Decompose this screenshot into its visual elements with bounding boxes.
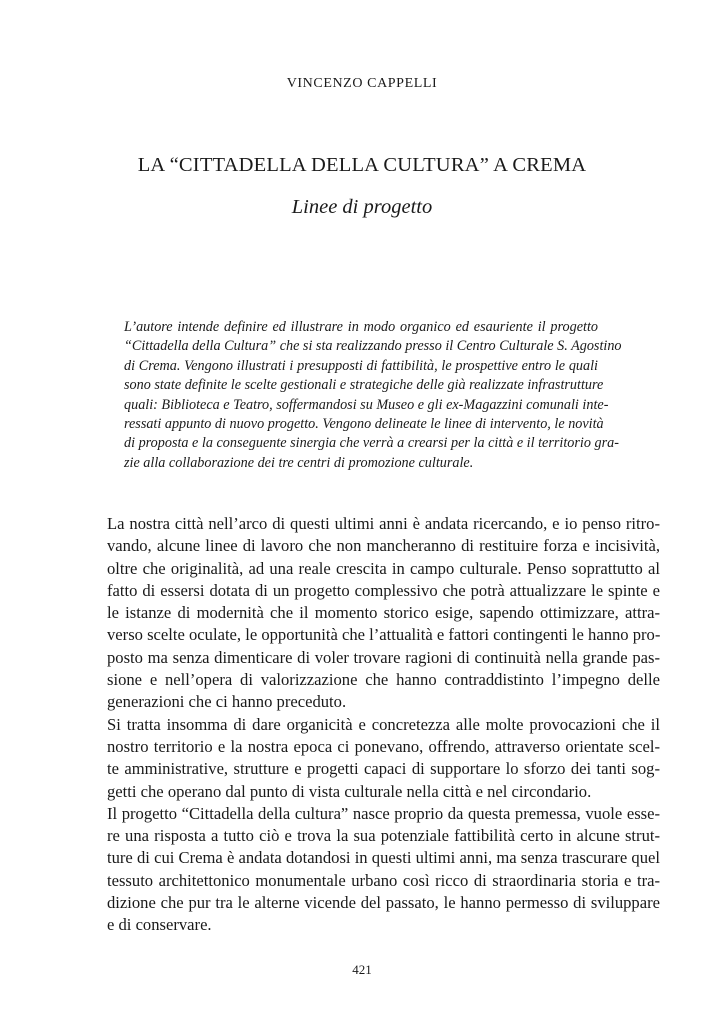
- body-line: dizione che pur tra le alterne vicende del passato, le hanno permesso di sviluppare: [107, 893, 660, 913]
- article-title: LA “CITTADELLA DELLA CULTURA” A CREMA: [137, 154, 587, 176]
- body-line: generazioni che ci hanno preceduto.: [107, 692, 347, 712]
- abstract: [124, 318, 622, 473]
- paragraph-3: [107, 803, 660, 937]
- body-line: re una risposta a tutto ciò e trova la sua potenziale fattibilità certo in alcune strut-: [107, 826, 660, 846]
- paragraph-2: [107, 714, 660, 803]
- abstract-line: “Cittadella della Cultura” che si sta realizzando presso il Centro Culturale S. Agostino: [124, 338, 622, 355]
- abstract-line: sono state definite le scelte gestionali e strategiche delle già realizzate infrastrutture: [124, 377, 604, 394]
- abstract-line: di Crema. Vengono illustrati i presupposti di fattibilità, le prospettive entro le quali: [124, 357, 598, 374]
- paragraph-1: [107, 513, 660, 714]
- body-line: posto ma senza dimenticare di voler trovare ragioni di continuità nella grande pas-: [107, 647, 660, 667]
- body-text: [107, 513, 660, 937]
- body-line: le istanze di modernità che il momento storico esige, sapendo ottimizzare, attra-: [107, 603, 660, 623]
- body-line: e di conservare.: [107, 915, 212, 935]
- abstract-line: ressati appunto di nuovo progetto. Vengono delineate le linee di intervento, le novità: [124, 416, 604, 433]
- body-line: te amministrative, strutture e progetti capaci di supportare lo sforzo dei tanti sog-: [107, 759, 660, 779]
- body-line: tessuto architettonico monumentale urbano così ricco di straordinaria storia e tra-: [107, 870, 660, 890]
- abstract-line: di proposta e la conseguente sinergia che verrà a crearsi per la città e il territorio gra-: [124, 435, 619, 452]
- abstract-line: quali: Biblioteca e Teatro, soffermandosi su Museo e gli ex-Magazzini comunali inte-: [124, 396, 609, 413]
- article-subtitle: Linee di progetto: [291, 196, 433, 218]
- body-line: Il progetto “Cittadella della cultura” nasce proprio da questa premessa, vuole esse-: [107, 803, 660, 823]
- body-line: verso scelte oculate, le opportunità che l’attualità e fattori contingenti le hanno pro-: [107, 625, 661, 645]
- body-line: Si tratta insomma di dare organicità e concretezza alle molte provocazioni che il: [107, 714, 660, 734]
- page-number: 421: [352, 962, 372, 977]
- body-line: vando, alcune linee di lavoro che non mancheranno di restituire forza e incisività,: [107, 536, 660, 556]
- abstract-line: L’autore intende definire ed illustrare in modo organico ed esauriente il progetto: [124, 319, 598, 335]
- article-author: VINCENZO CAPPELLI: [286, 76, 438, 91]
- body-line: ture di cui Crema è andata dotandosi in questi ultimi anni, ma senza trascurare quel: [107, 848, 660, 868]
- body-line: oltre che originalità, ad una reale crescita in campo culturale. Penso soprattutto al: [107, 558, 660, 578]
- body-line: sione e nell’opera di valorizzazione che hanno contraddistinto l’impegno delle: [107, 670, 660, 690]
- body-line: getti che operano dal punto di vista culturale nella città e nel circondario.: [107, 781, 592, 801]
- body-line: fatto di essersi dotata di un progetto complessivo che potrà attualizzare le spinte e: [107, 580, 660, 600]
- body-line: nostro territorio e la nostra epoca ci ponevano, offrendo, attraverso orientate scel-: [107, 736, 660, 756]
- body-line: La nostra città nell’arco di questi ultimi anni è andata ricercando, e io penso ritro-: [107, 514, 660, 533]
- abstract-line: zie alla collaborazione dei tre centri di promozione culturale.: [124, 454, 474, 471]
